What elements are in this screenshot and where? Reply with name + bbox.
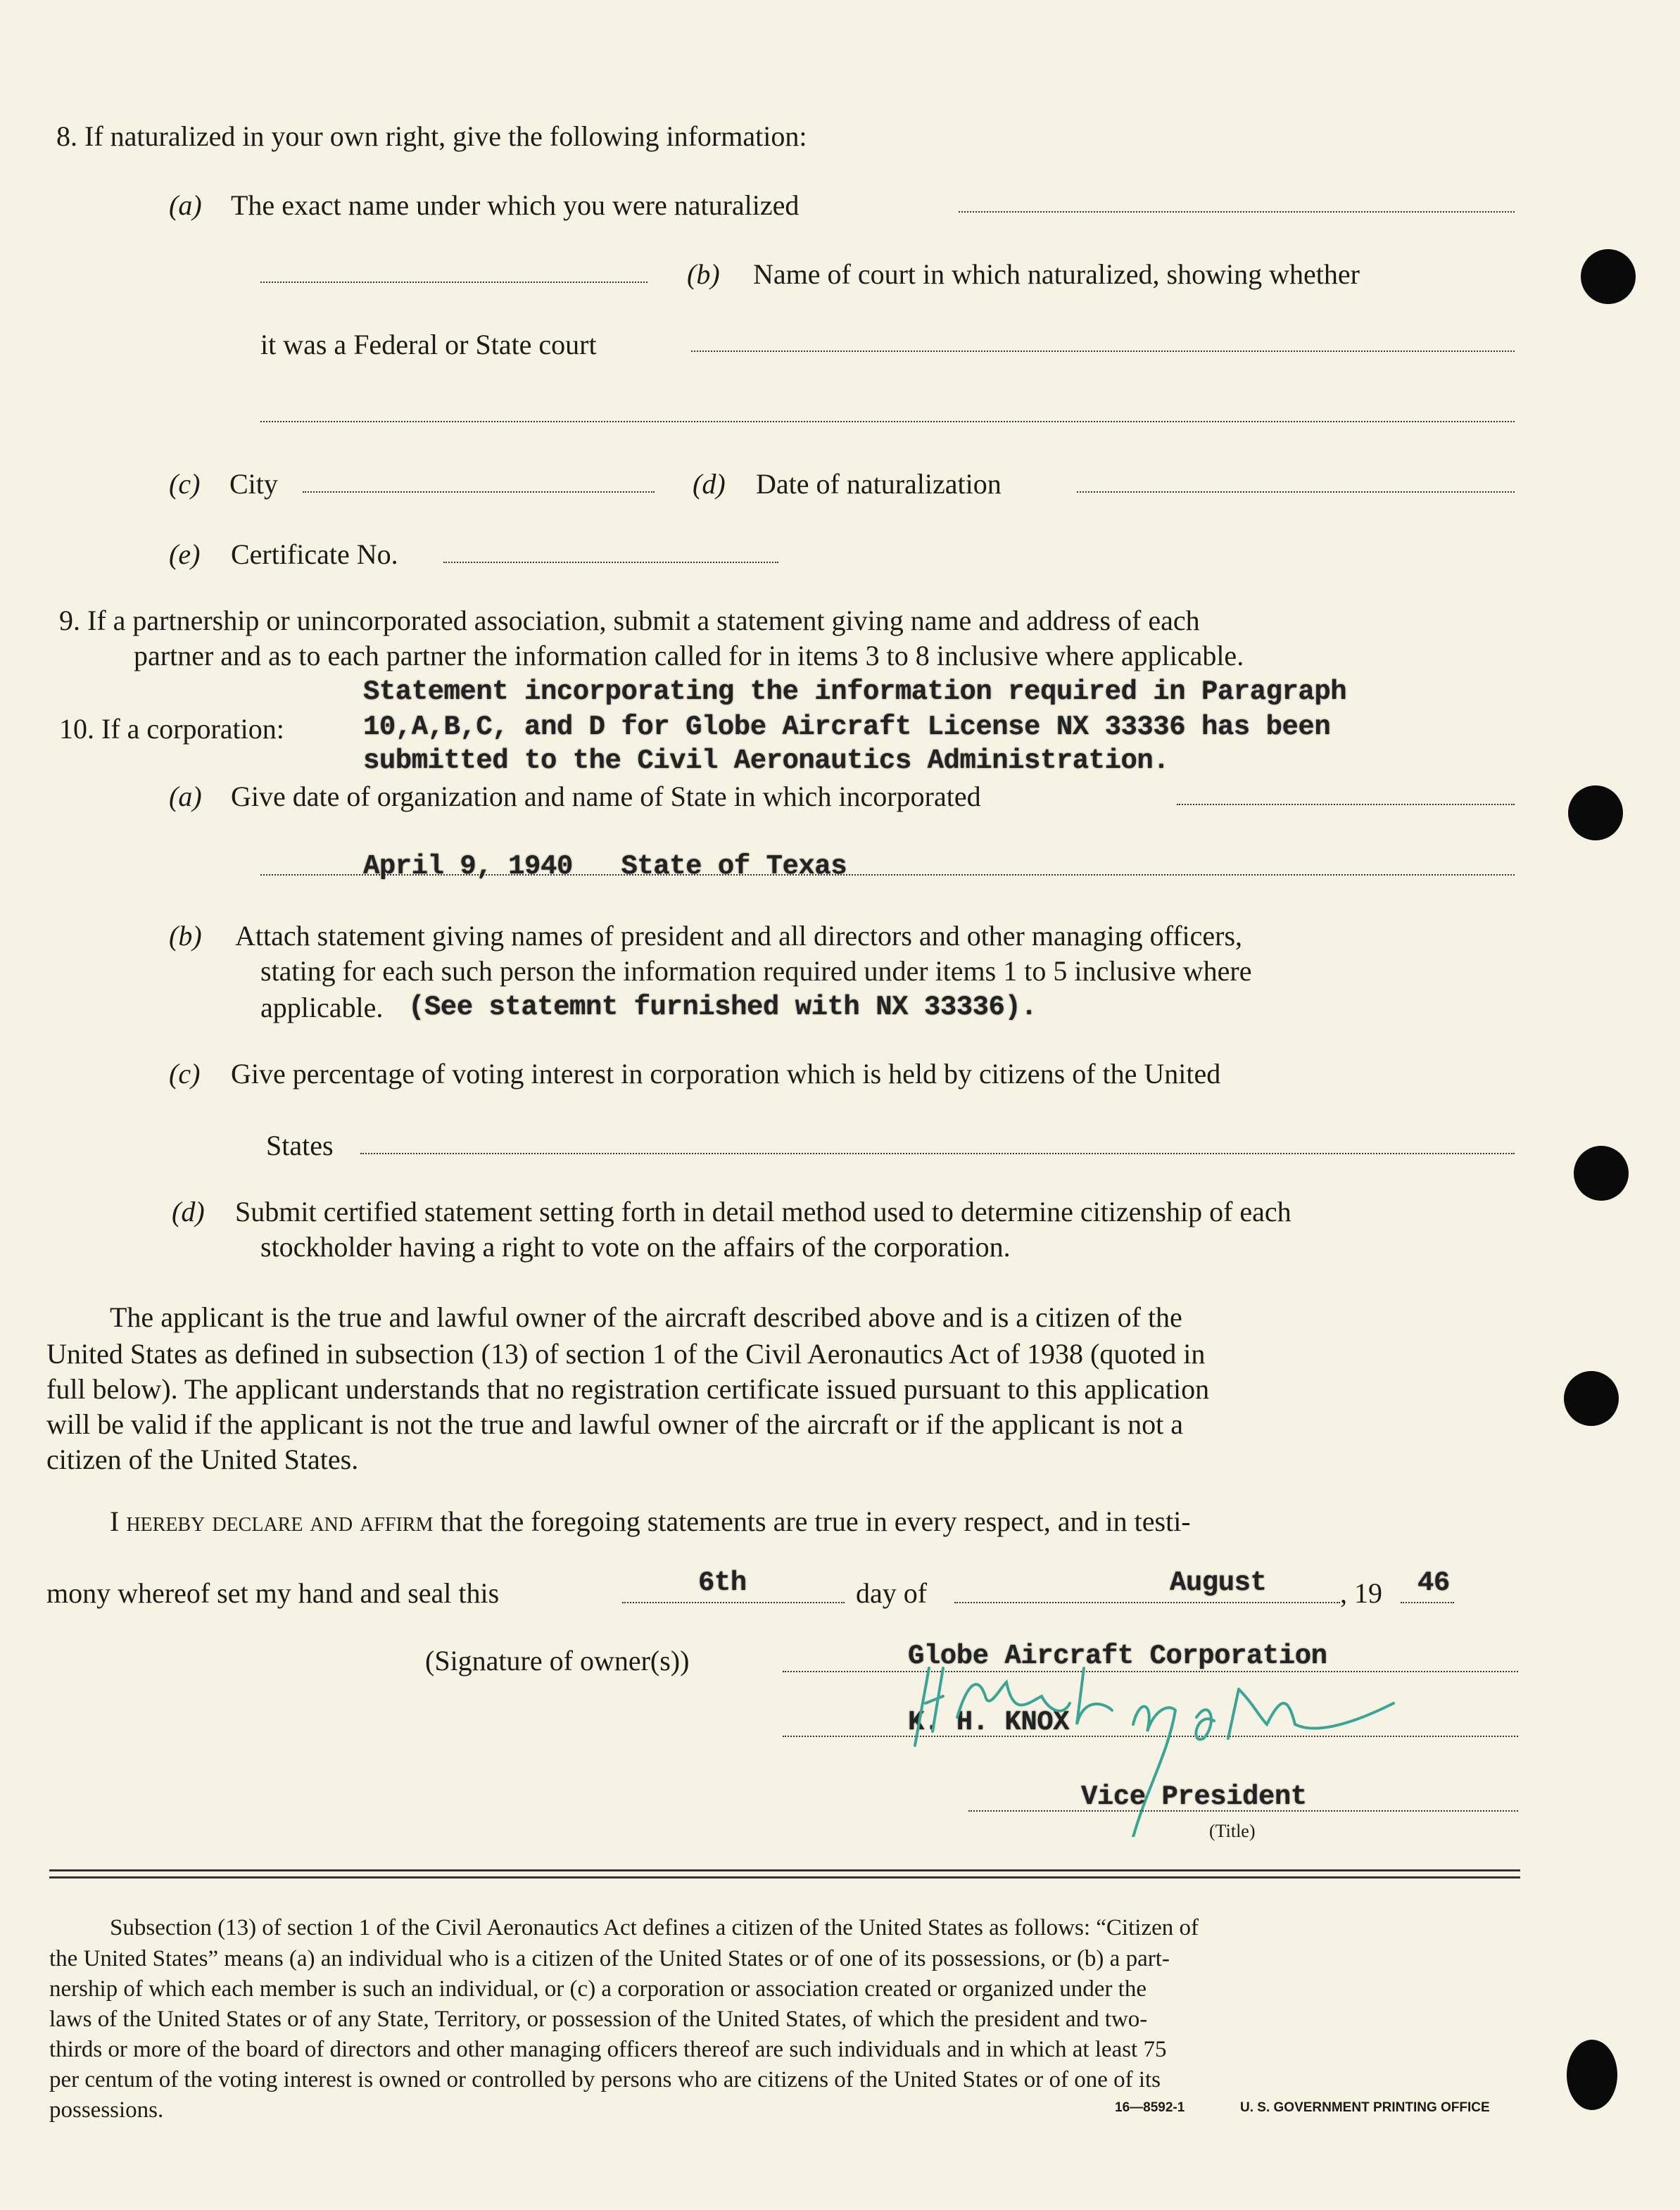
year-prefix: , 19 bbox=[1340, 1577, 1382, 1609]
declaration-line: full below). The applicant understands that no registration certificate issued pursuant to this application bbox=[46, 1373, 1210, 1405]
city-field[interactable] bbox=[303, 491, 655, 493]
naturalized-name-field-cont[interactable] bbox=[260, 282, 648, 283]
footnote-line: thirds or more of the board of directors and other managing officers thereof are such individuals and in which at least 75 bbox=[49, 2037, 1167, 2062]
punch-hole bbox=[1581, 249, 1636, 304]
item10-label: 10. If a corporation: bbox=[59, 713, 284, 745]
naturalization-date-field[interactable] bbox=[1077, 491, 1515, 493]
item8c-label: (c) bbox=[169, 468, 201, 500]
court-field[interactable] bbox=[691, 351, 1515, 352]
footnote-line: laws of the United States or of any State, Territory, or possession of the United States, of which the president and two- bbox=[49, 2007, 1148, 2032]
item10d-line: Submit certified statement setting forth in detail method used to determine citizenship of each bbox=[235, 1196, 1291, 1227]
item8d-text: Date of naturalization bbox=[756, 468, 1002, 500]
certificate-no-field[interactable] bbox=[443, 562, 778, 563]
item10-typed-line: Statement incorporating the information required in Paragraph bbox=[363, 676, 1347, 707]
footnote-line: possessions. bbox=[49, 2097, 164, 2123]
item8a-text: The exact name under which you were naturalized bbox=[231, 189, 800, 221]
month-value: August bbox=[1170, 1567, 1267, 1598]
punch-hole bbox=[1564, 1371, 1619, 1426]
day-value: 6th bbox=[698, 1567, 747, 1598]
footnote-line: per centum of the voting interest is owned or controlled by persons who are citizens of the United States or of one of its bbox=[49, 2067, 1161, 2092]
incorporation-field[interactable] bbox=[1177, 804, 1515, 805]
item10b-line: applicable. bbox=[260, 992, 384, 1023]
item8e-text: Certificate No. bbox=[231, 538, 398, 570]
punch-hole bbox=[1568, 785, 1623, 840]
item8a-label: (a) bbox=[169, 189, 202, 221]
month-field[interactable] bbox=[954, 1602, 1340, 1603]
day-field[interactable] bbox=[622, 1602, 845, 1603]
item10-typed-line: 10,A,B,C, and D for Globe Aircraft License NX 33336 has been bbox=[363, 712, 1331, 743]
signer-typed: K. H. KNOX bbox=[908, 1707, 1070, 1738]
item8d-label: (d) bbox=[693, 468, 726, 500]
affirm-rest: that the foregoing statements are true in every respect, and in testi- bbox=[440, 1505, 1191, 1537]
incorporation-value: April 9, 1940 State of Texas bbox=[363, 851, 847, 882]
punch-hole bbox=[1567, 2040, 1617, 2110]
title-typed: Vice President bbox=[1081, 1781, 1307, 1812]
item10c-text: Give percentage of voting interest in corporation which is held by citizens of the United bbox=[231, 1058, 1221, 1090]
year-value: 46 bbox=[1417, 1567, 1450, 1598]
printer-credit: U. S. GOVERNMENT PRINTING OFFICE bbox=[1240, 2100, 1490, 2115]
mony-text: mony whereof set my hand and seal this bbox=[46, 1577, 500, 1609]
item10d-line: stockholder having a right to vote on the affairs of the corporation. bbox=[260, 1231, 1011, 1263]
item8e-label: (e) bbox=[169, 538, 201, 570]
declaration-line: United States as defined in subsection (13) of section 1 of the Civil Aeronautics Act of 1938 (quoted in bbox=[46, 1338, 1206, 1370]
signature-label: (Signature of owner(s)) bbox=[425, 1645, 690, 1677]
affirm-line bbox=[110, 1505, 1191, 1539]
title-label: (Title) bbox=[1209, 1821, 1256, 1841]
court-field-cont[interactable] bbox=[260, 421, 1515, 422]
day-of-text: day of bbox=[856, 1577, 928, 1609]
divider bbox=[49, 1876, 1520, 1878]
declaration-line: will be valid if the applicant is not the true and lawful owner of the aircraft or if the applicant is not a bbox=[46, 1408, 1184, 1440]
declaration-line: citizen of the United States. bbox=[46, 1444, 359, 1475]
title-field[interactable] bbox=[968, 1810, 1518, 1812]
item10c-cont: States bbox=[266, 1130, 334, 1161]
item10-typed-line: submitted to the Civil Aeronautics Administration. bbox=[363, 745, 1170, 776]
item10b-line: Attach statement giving names of president and all directors and other managing officers, bbox=[235, 920, 1243, 952]
item10a-label: (a) bbox=[169, 781, 202, 812]
voting-interest-field[interactable] bbox=[360, 1153, 1515, 1154]
naturalized-name-field[interactable] bbox=[959, 211, 1515, 213]
item9-line2: partner and as to each partner the information called for in items 3 to 8 inclusive where applicable. bbox=[134, 640, 1244, 671]
item8c-text: City bbox=[229, 468, 278, 500]
year-field[interactable] bbox=[1401, 1602, 1454, 1603]
item10b-line: stating for each such person the information required under items 1 to 5 inclusive where bbox=[260, 955, 1252, 987]
item10d-label: (d) bbox=[172, 1196, 205, 1227]
item10b-typed: (See statemnt furnished with NX 33336). bbox=[408, 992, 1037, 1023]
divider bbox=[49, 1869, 1520, 1871]
item8b-text: Name of court in which naturalized, showing whether bbox=[753, 258, 1360, 290]
footnote-line: Subsection (13) of section 1 of the Civil Aeronautics Act defines a citizen of the United States as follows: “Citizen of bbox=[110, 1915, 1199, 1940]
affirm-caps: I hereby declare and affirm bbox=[110, 1505, 434, 1537]
item8-heading: 8. If naturalized in your own right, give the following information: bbox=[56, 120, 807, 152]
footnote-line: nership of which each member is such an individual, or (c) a corporation or association created or organized under the bbox=[49, 1976, 1147, 2002]
item10b-label: (b) bbox=[169, 920, 202, 952]
declaration-line: The applicant is the true and lawful owner of the aircraft described above and is a citizen of the bbox=[110, 1301, 1182, 1333]
item10c-label: (c) bbox=[169, 1058, 201, 1090]
item8b-cont: it was a Federal or State court bbox=[260, 329, 597, 360]
owner-typed: Globe Aircraft Corporation bbox=[908, 1641, 1327, 1672]
item10a-text: Give date of organization and name of State in which incorporated bbox=[231, 781, 981, 812]
punch-hole bbox=[1574, 1146, 1629, 1201]
form-number: 16—8592-1 bbox=[1115, 2100, 1185, 2115]
footnote-line: the United States” means (a) an individual who is a citizen of the United States or of one of its possessions, or (b) a part- bbox=[49, 1946, 1170, 1971]
item8b-label: (b) bbox=[687, 258, 720, 290]
item9-line1: 9. If a partnership or unincorporated association, submit a statement giving name and address of each bbox=[59, 605, 1200, 636]
